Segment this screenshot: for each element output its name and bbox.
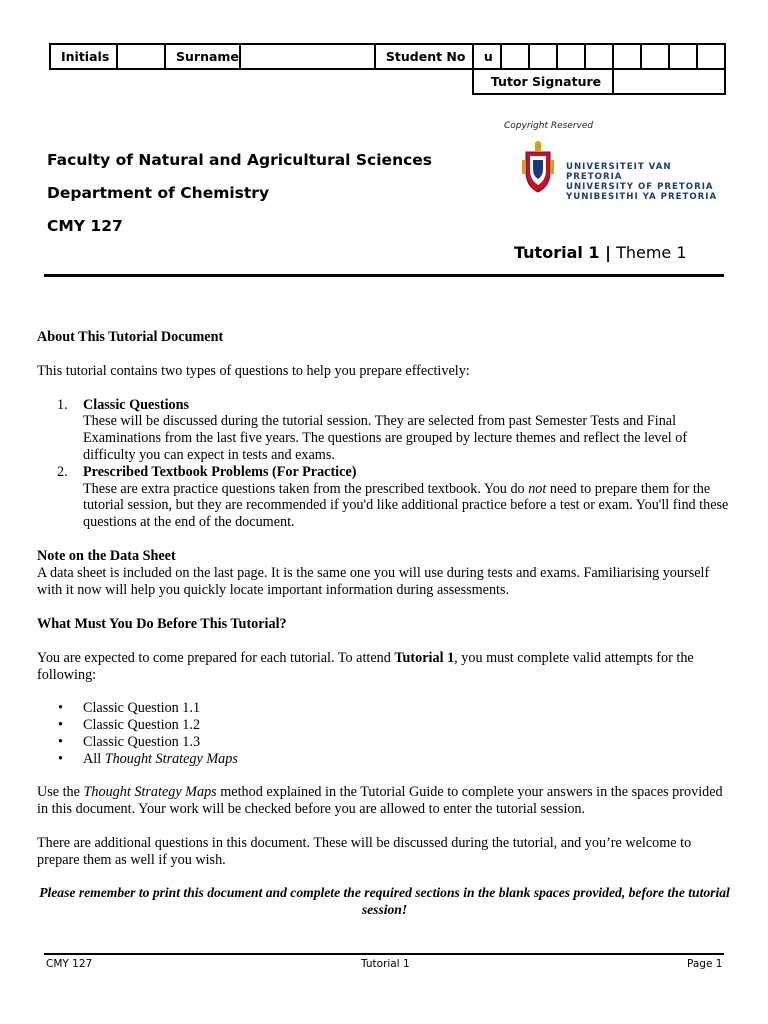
student-no-digit[interactable] [585,44,613,69]
before-tutorial-section [37,616,732,768]
list-item-text: These will be discussed during the tutorial session. They are selected from past Semester Tests and Final Examinations from the last five years. The questions are grouped by lecture themes and reflect the level of difficulty you can expect in tests and exams. [83,413,688,463]
surname-label: Surname [165,44,240,69]
list-number: 2. [57,463,68,480]
before-heading: What Must You Do Before This Tutorial? [37,616,287,632]
university-names [566,162,725,202]
university-crest-icon [520,140,556,194]
list-item: • Classic Question 1.2 [58,717,201,734]
student-no-digit[interactable] [641,44,669,69]
list-item [37,464,732,531]
initials-label: Initials [50,44,117,69]
about-intro: This tutorial contains two types of questions to help you prepare effectively: [37,362,470,379]
tutor-signature-label: Tutor Signature [473,69,613,94]
footer-course: CMY 127 [46,958,93,970]
list-item: • Classic Question 1.1 [58,700,201,717]
requirement-list [37,700,732,767]
about-heading: About This Tutorial Document [37,329,224,345]
faculty-heading: Faculty of Natural and Agricultural Sciences [47,151,433,169]
department-heading: Department of Chemistry [47,184,270,202]
copyright-notice: Copyright Reserved [504,121,594,131]
before-text: You are expected to come prepared for each tutorial. To attend Tutorial 1, you must complete valid attempts for the following: [37,649,694,683]
tutorial-title [514,243,687,262]
student-no-digit[interactable] [697,44,725,69]
list-number: 1. [57,396,68,413]
method-paragraph: Use the Thought Strategy Maps method explained in the Tutorial Guide to complete your answers in the spaces provided in this document. Your work will be checked before you are allowed to enter the tutorial session. [37,784,723,817]
list-item: • All Thought Strategy Maps [58,750,238,767]
tutor-signature-field[interactable] [613,69,725,94]
course-code: CMY 127 [47,217,123,235]
list-item-title: Prescribed Textbook Problems (For Practice) [83,463,357,480]
student-no-digit[interactable] [557,44,585,69]
about-section [37,329,732,531]
list-item [37,397,732,464]
additional-paragraph: There are additional questions in this document. These will be discussed during the tutorial, and you’re welcome to prepare them as well if you wish. [37,835,692,868]
university-name-sepedi: YUNIBESITHI YA PRETORIA [566,192,718,202]
surname-field[interactable] [240,44,375,69]
initials-field[interactable] [117,44,165,69]
data-sheet-heading: Note on the Data Sheet [37,548,176,564]
tutorial-label: Tutorial 1 | [514,243,611,262]
data-sheet-text: A data sheet is included on the last page. It is the same one you will use during tests and exams. Familiarising yourself with it now will help you quickly locate important information during assessments. [37,564,710,598]
list-item: • Classic Question 1.3 [58,733,201,750]
footer-page-number: Page 1 [687,958,723,970]
theme-label: Theme 1 [616,243,687,262]
student-no-digit[interactable] [529,44,557,69]
student-no-digit[interactable] [669,44,697,69]
footer-tutorial: Tutorial 1 [361,958,410,970]
student-no-prefix: u [473,44,501,69]
footer-divider [44,953,724,955]
student-no-digit[interactable] [501,44,529,69]
print-reminder: Please remember to print this document and complete the required sections in the blank spaces provided, before the tutorial session! [39,885,730,917]
list-item-text: These are extra practice questions taken from the prescribed textbook. You do not need to prepare them for the tutorial session, but they are recommended if you'd like additional practice before a test or exam. You'll find these questions at the end of the document. [83,480,729,531]
student-info-table [49,43,726,95]
university-name-afrikaans: UNIVERSITEIT VAN PRETORIA [566,162,672,182]
header-divider [44,274,724,277]
data-sheet-section [37,548,732,598]
university-logo [520,140,725,202]
list-item-title: Classic Questions [83,396,190,413]
student-no-label: Student No [375,44,473,69]
student-no-digit[interactable] [613,44,641,69]
university-name-english: UNIVERSITY OF PRETORIA [566,182,714,192]
